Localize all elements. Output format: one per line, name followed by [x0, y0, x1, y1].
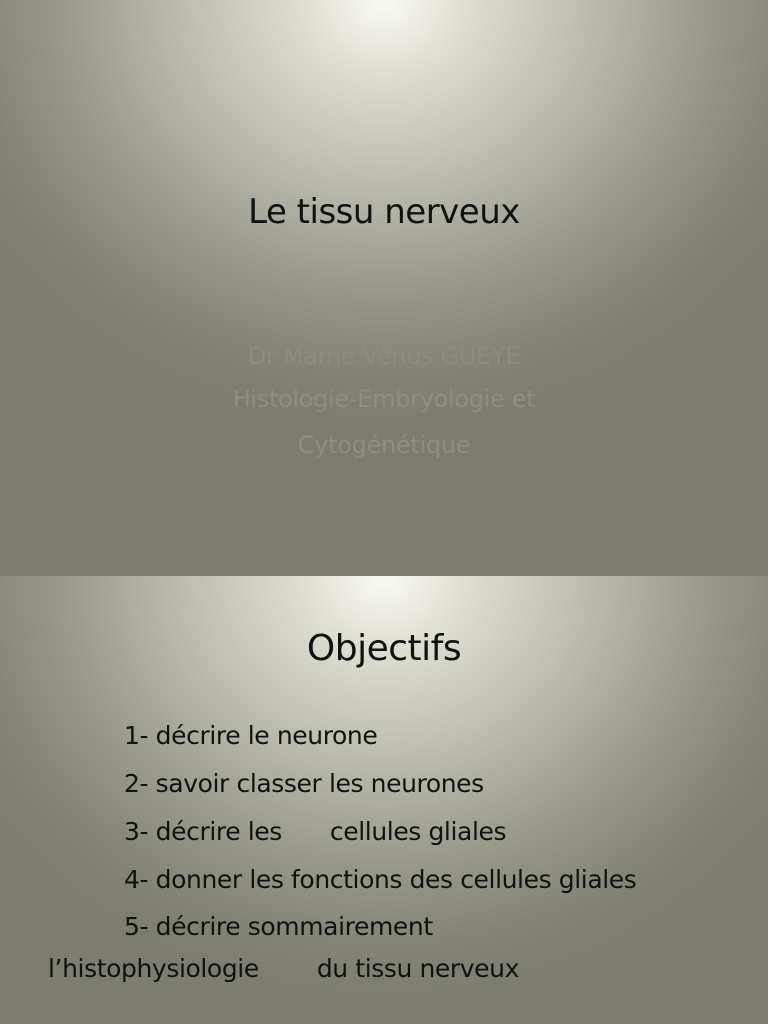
- objectives-title: Objectifs: [306, 628, 462, 669]
- objective-item-1: 1- décrire le neurone: [124, 721, 378, 750]
- subtitle-department-line2: Cytogénétique: [297, 431, 471, 459]
- objective-item-5-part2: l’histophysiologie: [48, 954, 259, 983]
- objective-item-5-part3: du tissu nerveux: [316, 954, 519, 983]
- objective-item-5-continuation: [48, 954, 519, 983]
- objective-item-3-part1: 3- décrire les: [124, 817, 282, 846]
- objective-item-4: 4- donner les fonctions des cellules gliales: [124, 865, 637, 894]
- objectives-slide: [0, 576, 768, 1024]
- subtitle-department-line1: Histologie-Embryologie et: [232, 385, 536, 413]
- objective-item-3-part2: cellules gliales: [329, 817, 507, 846]
- objective-item-2: 2- savoir classer les neurones: [124, 769, 484, 798]
- objective-item-3: [124, 817, 506, 846]
- subtitle-author: Dr Mame Vénus GUEYE: [247, 342, 521, 370]
- slide-subtitle: [0, 336, 768, 468]
- objective-item-5: 5- décrire sommairement: [124, 912, 433, 941]
- slide-title: Le tissu nerveux: [248, 192, 520, 232]
